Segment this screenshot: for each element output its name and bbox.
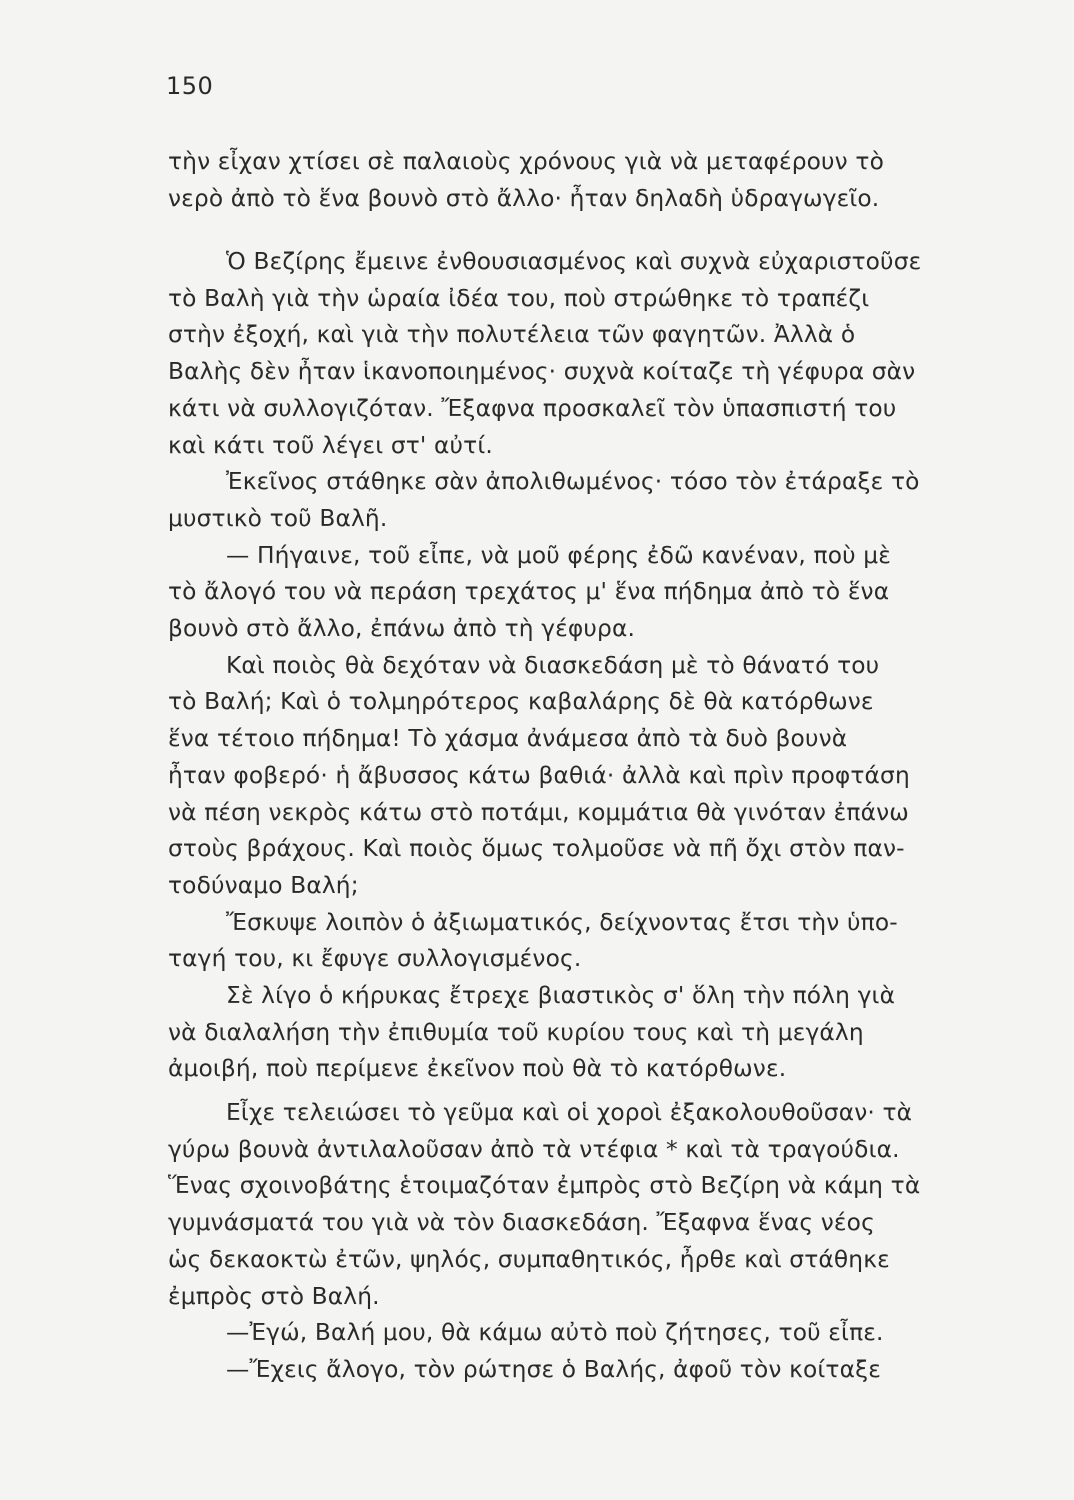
- text-line: —Ἔχεις ἄλογο, τὸν ρώτησε ὁ Βαλής, ἀφοῦ τὸν κοίταξε: [226, 1355, 881, 1383]
- text-line: ἀμοιβή, ποὺ περίμενε ἐκεῖνον ποὺ θὰ τὸ κατόρθωνε.: [168, 1055, 787, 1083]
- text-line: γύρω βουνὰ ἀντιλαλοῦσαν ἀπὸ τὰ ντέφια * καὶ τὰ τραγούδια.: [168, 1135, 900, 1163]
- text-line: βουνὸ στὸ ἄλλο, ἐπάνω ἀπὸ τὴ γέφυρα.: [168, 615, 636, 643]
- text-line: Εἶχε τελειώσει τὸ γεῦμα καὶ οἱ χοροὶ ἐξακολουθοῦσαν· τὰ: [226, 1099, 913, 1126]
- text-line: τὸ ἄλογό του νὰ περάση τρεχάτος μ' ἕνα πήδημα ἀπὸ τὸ ἕνα: [168, 578, 890, 606]
- text-line: ταγή του, κι ἔφυγε συλλογισμένος.: [168, 945, 582, 973]
- text-line: νερὸ ἀπὸ τὸ ἕνα βουνὸ στὸ ἄλλο· ἦταν δηλαδὴ ὑδραγωγεῖο.: [168, 184, 880, 212]
- text-line: στὴν ἐξοχή, καὶ γιὰ τὴν πολυτέλεια τῶν φαγητῶν. Ἀλλὰ ὁ: [168, 321, 856, 349]
- text-line: ὡς δεκαοκτὼ ἐτῶν, ψηλός, συμπαθητικός, ἦρθε καὶ στάθηκε: [168, 1245, 890, 1273]
- text-line: τοδύναμο Βαλή;: [168, 871, 359, 899]
- text-line: γυμνάσματά του γιὰ νὰ τὸν διασκεδάση. Ἔξαφνα ἕνας νέος: [168, 1209, 875, 1237]
- text-line: Καὶ ποιὸς θὰ δεχόταν νὰ διασκεδάση μὲ τὸ θάνατό του: [226, 651, 880, 679]
- text-line: —Ἐγώ, Βαλή μου, θὰ κάμω αὐτὸ ποὺ ζήτησες, τοῦ εἶπε.: [226, 1319, 884, 1347]
- text-line: Ἐκεῖνος στάθηκε σὰν ἀπολιθωμένος· τόσο τὸν ἐτάραξε τὸ: [226, 468, 920, 496]
- text-line: στοὺς βράχους. Καὶ ποιὸς ὅμως τολμοῦσε νὰ πῆ ὄχι στὸν παν-: [168, 835, 905, 863]
- text-line: ἐμπρὸς στὸ Βαλή.: [168, 1282, 380, 1310]
- text-line: Ἔσκυψε λοιπὸν ὁ ἀξιωματικός, δείχνοντας ἔτσι τὴν ὑπο-: [226, 908, 898, 936]
- text-line: νὰ πέση νεκρὸς κάτω στὸ ποτάμι, κομμάτια θὰ γινόταν ἐπάνω: [168, 798, 909, 826]
- text-line: νὰ διαλαλήση τὴν ἐπιθυμία τοῦ κυρίου τους καὶ τὴ μεγάλη: [168, 1018, 864, 1046]
- text-line: τὸ Βαλὴ γιὰ τὴν ὡραία ἰδέα του, ποὺ στρώθηκε τὸ τραπέζι: [168, 284, 870, 312]
- text-line: ἦταν φοβερό· ἡ ἄβυσσος κάτω βαθιά· ἀλλὰ καὶ πρὶν προφτάση: [168, 761, 910, 789]
- text-line: — Πήγαινε, τοῦ εἶπε, νὰ μοῦ φέρης ἐδῶ κανέναν, ποὺ μὲ: [226, 541, 892, 569]
- text-line: καὶ κάτι τοῦ λέγει στ' αὐτί.: [168, 431, 493, 459]
- text-line: Βαλὴς δὲν ἦταν ἱκανοποιημένος· συχνὰ κοίταζε τὴ γέφυρα σὰν: [168, 358, 916, 386]
- text-line: κάτι νὰ συλλογιζόταν. Ἔξαφνα προσκαλεῖ τὸν ὑπασπιστή του: [168, 394, 897, 422]
- text-line: Σὲ λίγο ὁ κήρυκας ἔτρεχε βιαστικὸς σ' ὅλη τὴν πόλη γιὰ: [226, 982, 896, 1010]
- text-line: μυστικὸ τοῦ Βαλῆ.: [168, 504, 388, 532]
- page-number: 150: [166, 72, 214, 100]
- text-line: τὸ Βαλή; Καὶ ὁ τολμηρότερος καβαλάρης δὲ θὰ κατόρθωνε: [168, 688, 874, 716]
- paragraph-block-2: [168, 244, 1023, 1088]
- text-line: τὴν εἶχαν χτίσει σὲ παλαιοὺς χρόνους γιὰ νὰ μεταφέρουν τὸ: [168, 148, 884, 175]
- paragraph-block-3: [168, 1095, 1023, 1389]
- paragraph-block-1: [168, 144, 1023, 217]
- text-line: ἕνα τέτοιο πήδημα! Τὸ χάσμα ἀνάμεσα ἀπὸ τὰ δυὸ βουνὰ: [168, 725, 848, 753]
- text-line: Ἕνας σχοινοβάτης ἑτοιμαζόταν ἐμπρὸς στὸ Βεζίρη νὰ κάμη τὰ: [168, 1172, 921, 1200]
- text-line: Ὁ Βεζίρης ἔμεινε ἐνθουσιασμένος καὶ συχνὰ εὐχαριστοῦσε: [226, 248, 922, 275]
